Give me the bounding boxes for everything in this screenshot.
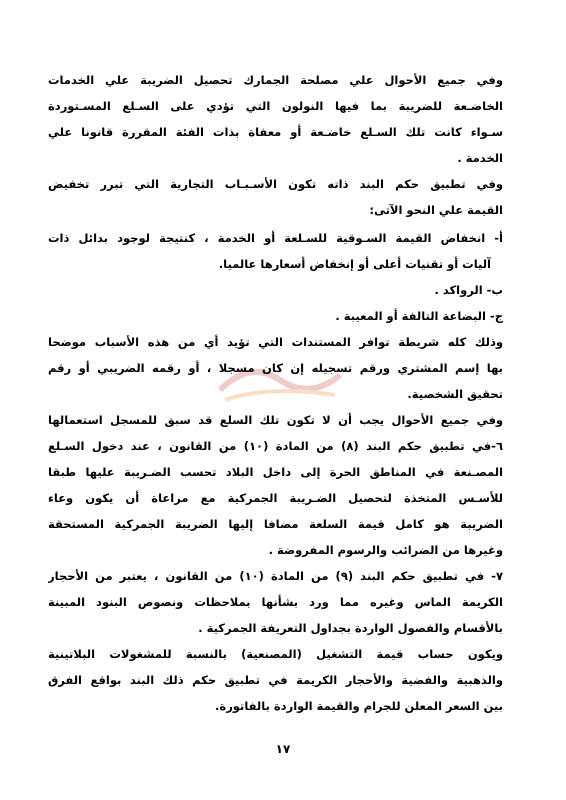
text-line: آليات أو تقنيات أعلى أو إنخفاض أسعارها عالميا. bbox=[218, 257, 491, 271]
text-line: الخاضـعة للضريبة بما فيها النولون التي تؤدي على السـلع المسـتوردة bbox=[48, 99, 503, 113]
text-line: بين السعر المعلن للجرام والقيمة الواردة بالفاتورة. bbox=[215, 699, 503, 713]
text-line: ٦-في تطبيق حكم البند (٨) من المادة (١٠) من القانون ، عند دخول السـلع bbox=[48, 439, 503, 453]
text-line: المصـنعة في المناطق الحرة إلى داخل البلاد تحسب الضـريبة عليها طبقا bbox=[48, 465, 503, 479]
text-line: ويكون حساب قيمة التشغيل (المصنعية) بالنسبة للمشغولات البلاتينية bbox=[48, 647, 503, 661]
text-line: تحقيق الشخصية. bbox=[407, 387, 503, 401]
text-line: بالأقسام والفصول الواردة بجداول التعريفة الجمركية . bbox=[198, 621, 503, 635]
text-line: وذلك كله شريطة توافر المستندات التي تؤيد أي من هذه الأسباب موضحا bbox=[48, 335, 503, 349]
text-line: والذهبية والفضية والأحجار الكريمة في تطبيق حكم ذلك البند بواقع الفرق bbox=[48, 673, 503, 687]
text-line: بها إسم المشتري ورقم تسجيله إن كان مسجلا ، أو رقمه الضريبي أو رقم bbox=[48, 361, 503, 375]
text-line: الضريبة هو كامل قيمة السلعة مضافا إليها الضريبة الجمركية المستحقة bbox=[48, 517, 503, 531]
text-line: القيمة علي النحو الآتى: bbox=[369, 203, 503, 217]
text-line: للأسـس المتخذة لتحصيل الضـريبة الجمركية مع مراعاة أن يكون وعاء bbox=[48, 491, 503, 505]
text-line: وفي جميع الأحوال علي مصلحة الجمارك تحصيل الضريبة علي الخدمات bbox=[48, 73, 503, 87]
text-line: الخدمة . bbox=[457, 151, 503, 165]
text-line: ج- البضاعة التالفة أو المعيبة . bbox=[335, 309, 503, 323]
text-line: ٧- في تطبيق حكم البند (٩) من المادة (١٠) من القانون ، يعتبر من الأحجار bbox=[48, 569, 503, 583]
text-line: وفي تطبيق حكم البند ذاته تكون الأسـبـاب التجارية التي تبرر تخفيض bbox=[48, 177, 503, 191]
page-number: ١٧ bbox=[275, 742, 291, 756]
text-line: وفي جميع الأحوال يجب أن لا تكون تلك السلع قد سبق للمسجل استعمالها bbox=[48, 413, 503, 427]
text-line: الكريمة الماس وغيره مما ورد بشأنها بملاحظات ونصوص البنود المبينة bbox=[48, 595, 503, 609]
text-line: وغيرها من الضرائب والرسوم المفروضة . bbox=[268, 543, 503, 557]
text-line: ب- الرواكد . bbox=[434, 283, 503, 297]
text-line: أ- انخفاض القيمة السـوقية للسـلعة أو الخدمة ، كنتيجة لوجود بدائل ذات bbox=[48, 231, 503, 245]
text-line: سـواء كانت تلك السـلع خاضـعة أو معفاة بذات الفئة المقررة قانونا علي bbox=[48, 125, 503, 139]
